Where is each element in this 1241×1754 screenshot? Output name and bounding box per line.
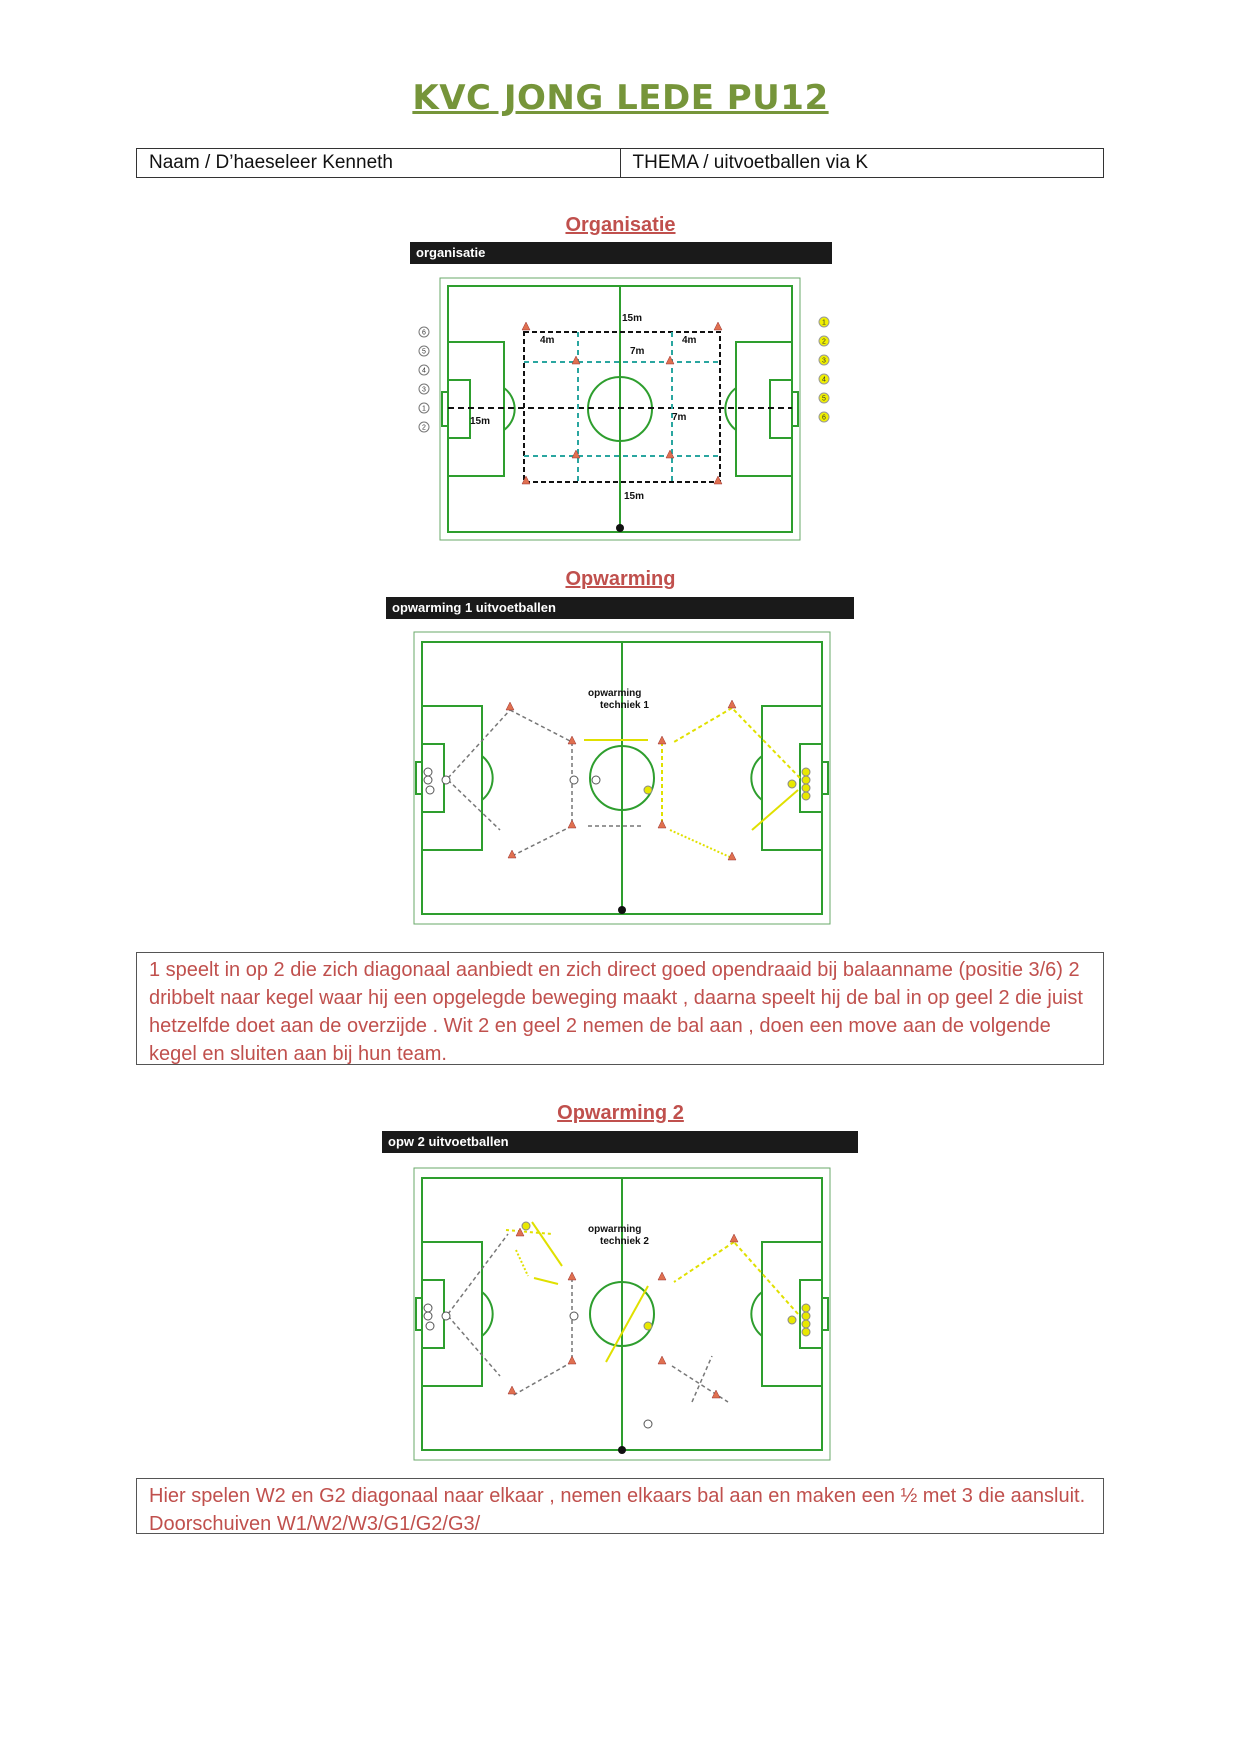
player-number: 2 (422, 424, 426, 432)
page-title: KVC JONG LEDE PU12 (412, 78, 829, 118)
organisatie-pitch (410, 270, 832, 546)
label-right-4m: 4m (682, 335, 697, 346)
opwarming2-heading: Opwarming 2 (557, 1102, 684, 1124)
white-players (419, 327, 429, 432)
label-bottom-15m: 15m (624, 491, 645, 502)
player-number: 3 (822, 357, 826, 365)
organisatie-bar: organisatie (410, 242, 832, 264)
player-number: 2 (822, 338, 826, 346)
opwarming2-bar: opw 2 uitvoetballen (382, 1131, 858, 1153)
opwarming-pitch (412, 630, 832, 926)
opwarming-label-2: techniek 1 (600, 700, 649, 711)
session-theme: THEMA / uitvoetballen via K (620, 149, 1104, 178)
label-left-4m: 4m (540, 335, 555, 346)
opwarming2-description: Hier spelen W2 en G2 diagonaal naar elkaar , nemen elkaars bal aan en maken een ½ met 3 die aansluit. Doorschuiven W1/W2/W3/G1/G2/G3/ (136, 1478, 1104, 1534)
player-number: 1 (422, 405, 426, 413)
label-left-15m: 15m (470, 416, 491, 427)
info-table (136, 148, 1104, 178)
player-number: 4 (422, 367, 426, 375)
label-mid-7m: 7m (630, 346, 645, 357)
opwarming2-label-2: techniek 2 (600, 1236, 649, 1247)
opwarming2-pitch (412, 1166, 832, 1462)
label-top-15m: 15m (622, 313, 643, 324)
opwarming-label-1: opwarming (588, 688, 642, 699)
opwarming2-label-1: opwarming (588, 1224, 642, 1235)
player-number: 6 (822, 414, 826, 422)
player-number: 1 (822, 319, 826, 327)
opwarming-heading: Opwarming (565, 568, 676, 590)
player-number: 5 (822, 395, 826, 403)
player-number: 4 (822, 376, 826, 384)
opwarming-bar: opwarming 1 uitvoetballen (386, 597, 854, 619)
player-number: 5 (422, 348, 426, 356)
label-side-7m: 7m (672, 412, 687, 423)
organisatie-heading: Organisatie (565, 214, 676, 236)
player-number: 3 (422, 386, 426, 394)
player-number: 6 (422, 329, 426, 337)
yellow-players (819, 317, 829, 422)
opwarming-description: 1 speelt in op 2 die zich diagonaal aanbiedt en zich direct goed opendraaid bij balaanname (positie 3/6) 2 dribbelt naar kegel waar hij een opgelegde beweging maakt , daarna speelt hij de bal in op geel 2 die juist hetzelfde doet aan de overzijde . Wit 2 en geel 2 nemen de bal aan , doen een move aan de volgende kegel en sluiten aan bij hun team. (136, 952, 1104, 1065)
trainer-name: Naam / D’haeseleer Kenneth (137, 149, 621, 178)
